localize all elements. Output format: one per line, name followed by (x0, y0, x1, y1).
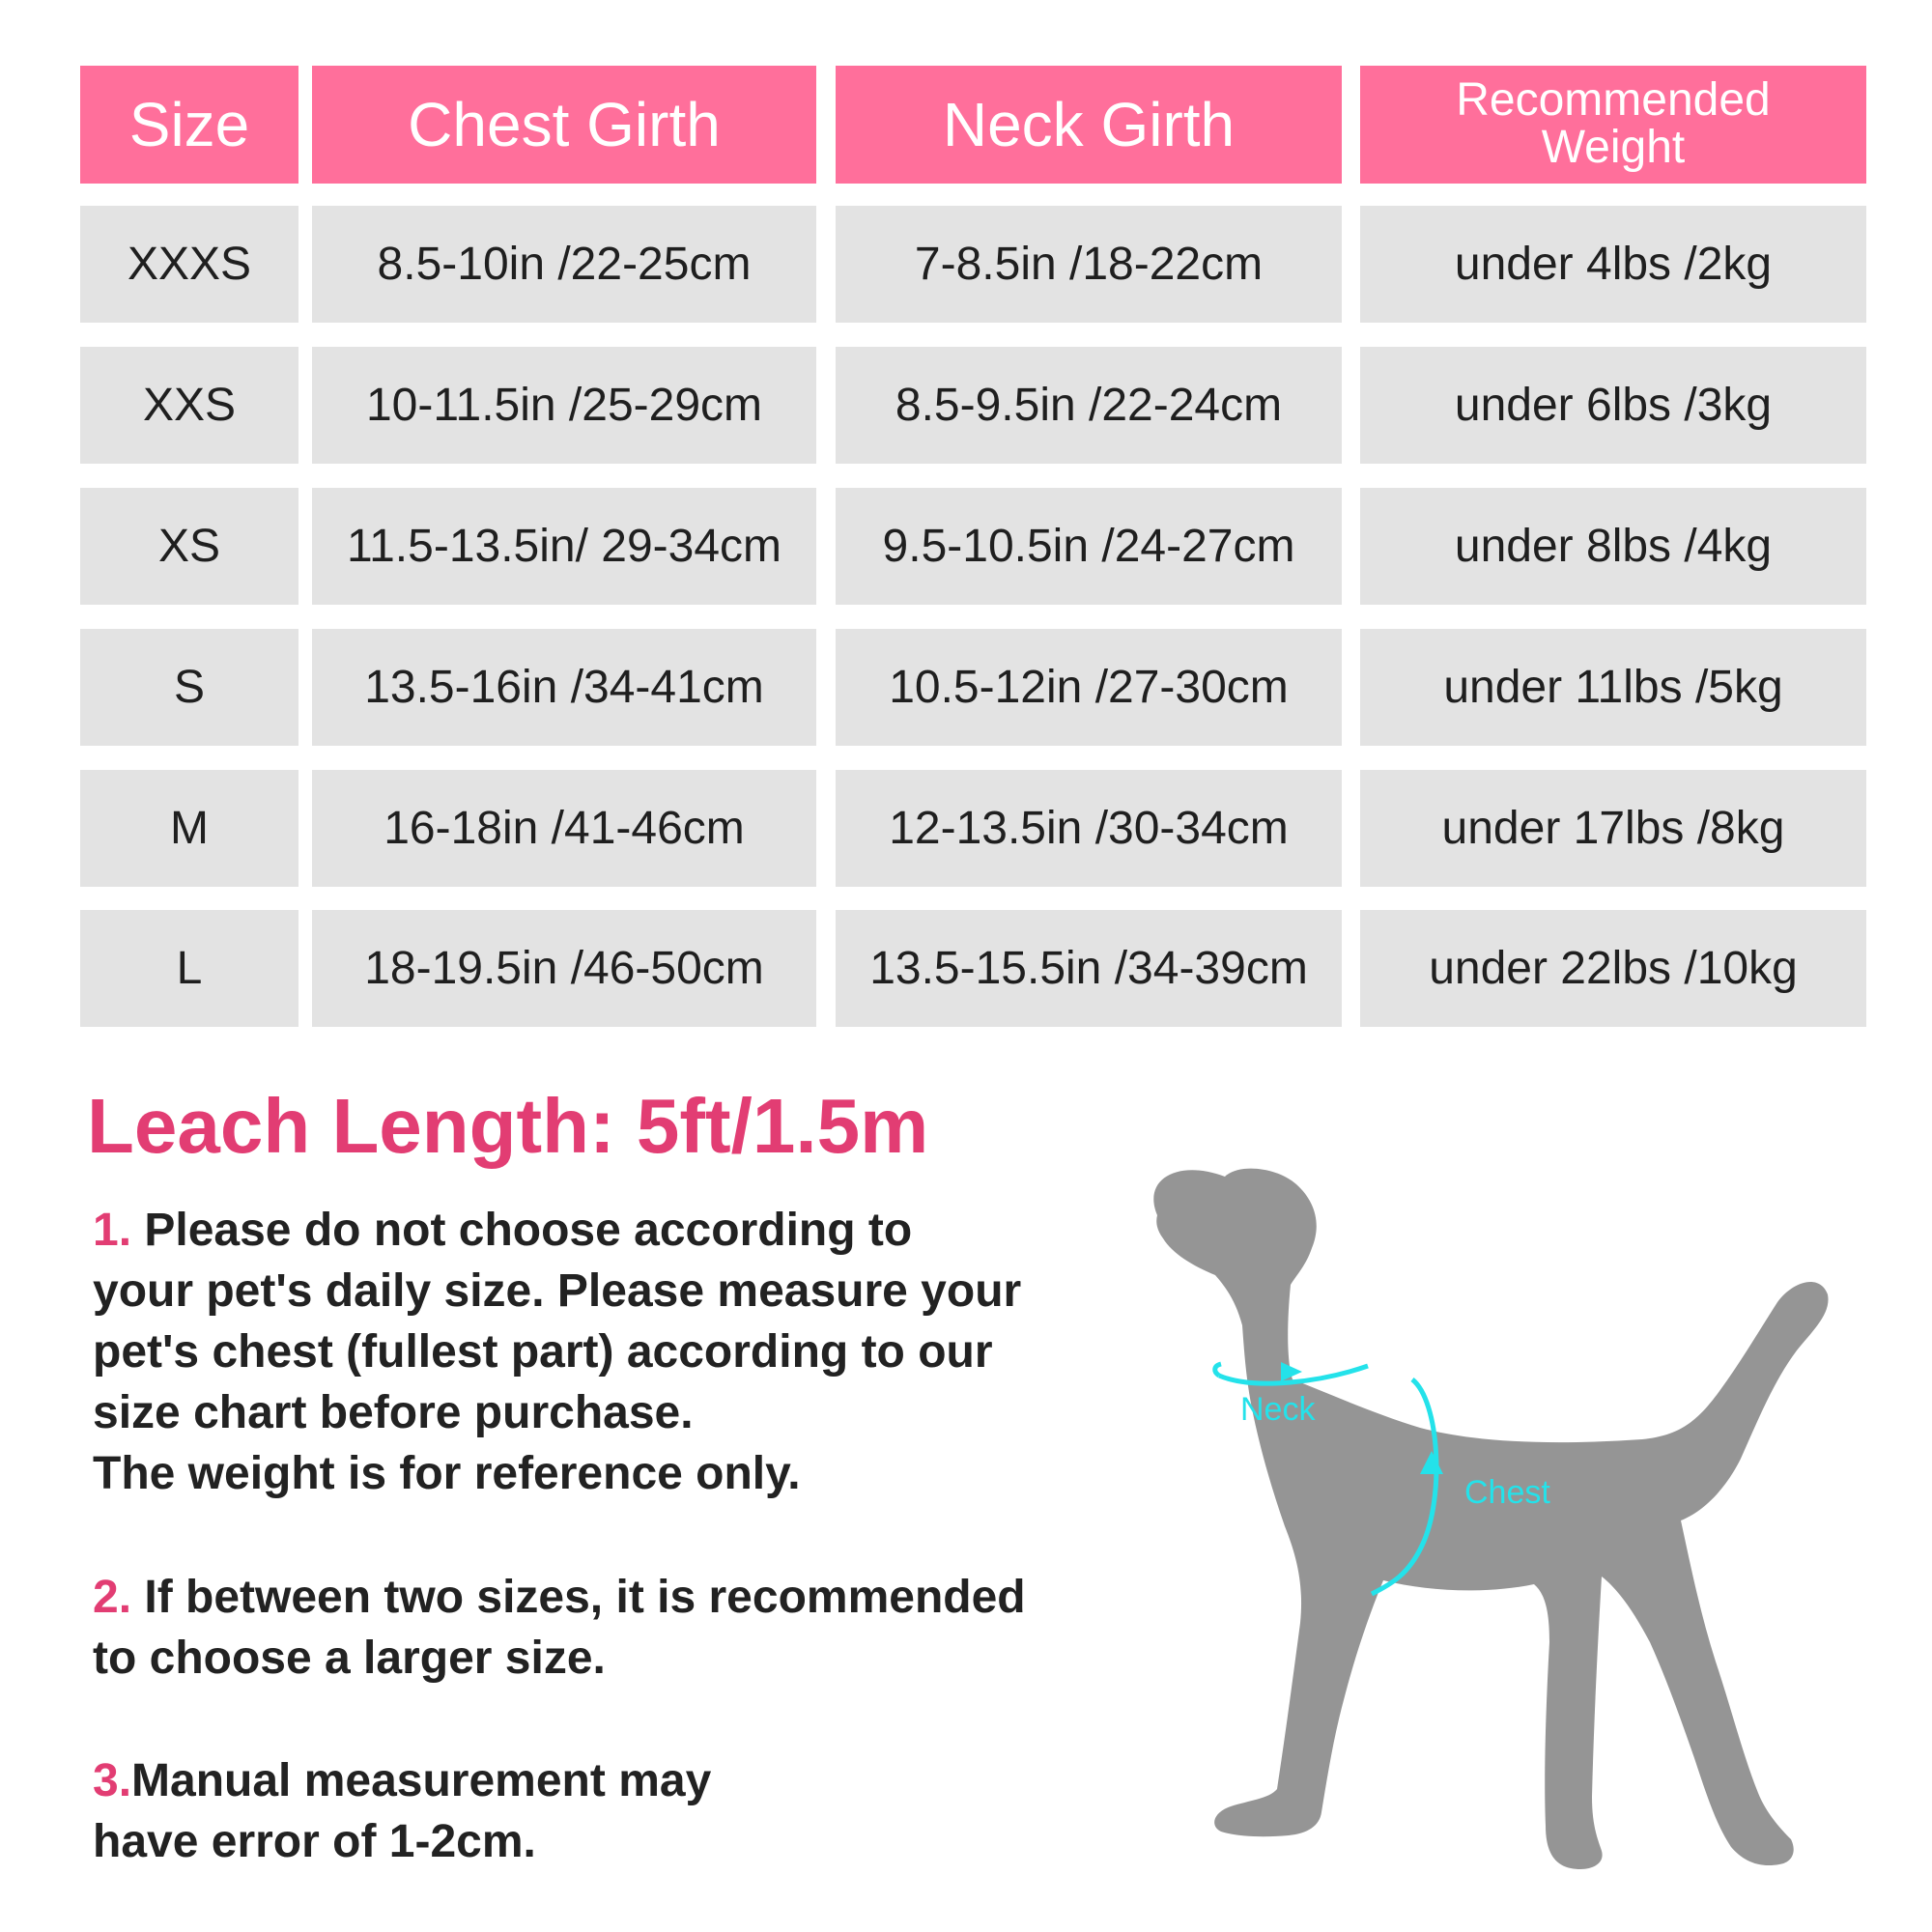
cell-chest-xxs: 10-11.5in /25-29cm (312, 347, 816, 464)
cell-weight-xxs: under 6lbs /3kg (1360, 347, 1866, 464)
note-3-text: Manual measurement may (131, 1755, 712, 1806)
leash-length-title: Leach Length: 5ft/1.5m (87, 1083, 929, 1169)
note-2-line-2: to choose a larger size. (93, 1633, 606, 1684)
cell-neck-l: 13.5-15.5in /34-39cm (836, 910, 1342, 1027)
note-1-line-1 (93, 1200, 1097, 1261)
header-recommended-weight: Recommended Weight (1360, 66, 1866, 184)
cell-chest-l: 18-19.5in /46-50cm (312, 910, 816, 1027)
cell-chest-xs: 11.5-13.5in/ 29-34cm (312, 488, 816, 605)
cell-weight-l: under 22lbs /10kg (1360, 910, 1866, 1027)
neck-label: Neck (1240, 1391, 1316, 1428)
header-chest-girth: Chest Girth (312, 66, 816, 184)
cell-size-l: L (80, 910, 298, 1027)
note-1-line-4: size chart before purchase. (93, 1387, 694, 1438)
cell-size-xxs: XXS (80, 347, 298, 464)
cell-size-xxxs: XXXS (80, 206, 298, 323)
cell-weight-xs: under 8lbs /4kg (1360, 488, 1866, 605)
note-3-line-2: have error of 1-2cm. (93, 1816, 536, 1867)
cell-size-xs: XS (80, 488, 298, 605)
cell-neck-xs: 9.5-10.5in /24-27cm (836, 488, 1342, 605)
cell-size-s: S (80, 629, 298, 746)
note-3-line-1 (93, 1750, 1097, 1811)
note-2-number: 2. (93, 1572, 132, 1623)
cell-neck-xxs: 8.5-9.5in /22-24cm (836, 347, 1342, 464)
cell-size-m: M (80, 770, 298, 887)
note-1-text: Please do not choose according to (131, 1205, 913, 1256)
note-2-text: If between two sizes, it is recommended (131, 1572, 1026, 1623)
cell-chest-s: 13.5-16in /34-41cm (312, 629, 816, 746)
note-2 (93, 1567, 1097, 1689)
dog-body-shape (1153, 1169, 1828, 1869)
cell-chest-xxxs: 8.5-10in /22-25cm (312, 206, 816, 323)
neck-measure-left (1215, 1364, 1221, 1376)
header-neck-girth: Neck Girth (836, 66, 1342, 184)
note-3-number: 3. (93, 1755, 132, 1806)
cell-chest-m: 16-18in /41-46cm (312, 770, 816, 887)
note-1-line-3: pet's chest (fullest part) according to our (93, 1326, 993, 1378)
dog-silhouette-icon (1140, 1159, 1835, 1893)
note-1-line-2: your pet's daily size. Please measure your (93, 1265, 1022, 1317)
cell-neck-s: 10.5-12in /27-30cm (836, 629, 1342, 746)
chest-label: Chest (1464, 1474, 1550, 1511)
cell-weight-xxxs: under 4lbs /2kg (1360, 206, 1866, 323)
note-1 (93, 1200, 1097, 1504)
note-1-line-5: The weight is for reference only. (93, 1448, 801, 1499)
cell-neck-xxxs: 7-8.5in /18-22cm (836, 206, 1342, 323)
note-3 (93, 1750, 1097, 1872)
header-size: Size (80, 66, 298, 184)
dog-measurement-figure (1140, 1159, 1835, 1893)
note-1-number: 1. (93, 1205, 132, 1256)
cell-neck-m: 12-13.5in /30-34cm (836, 770, 1342, 887)
note-2-line-1 (93, 1567, 1097, 1628)
cell-weight-s: under 11lbs /5kg (1360, 629, 1866, 746)
cell-weight-m: under 17lbs /8kg (1360, 770, 1866, 887)
